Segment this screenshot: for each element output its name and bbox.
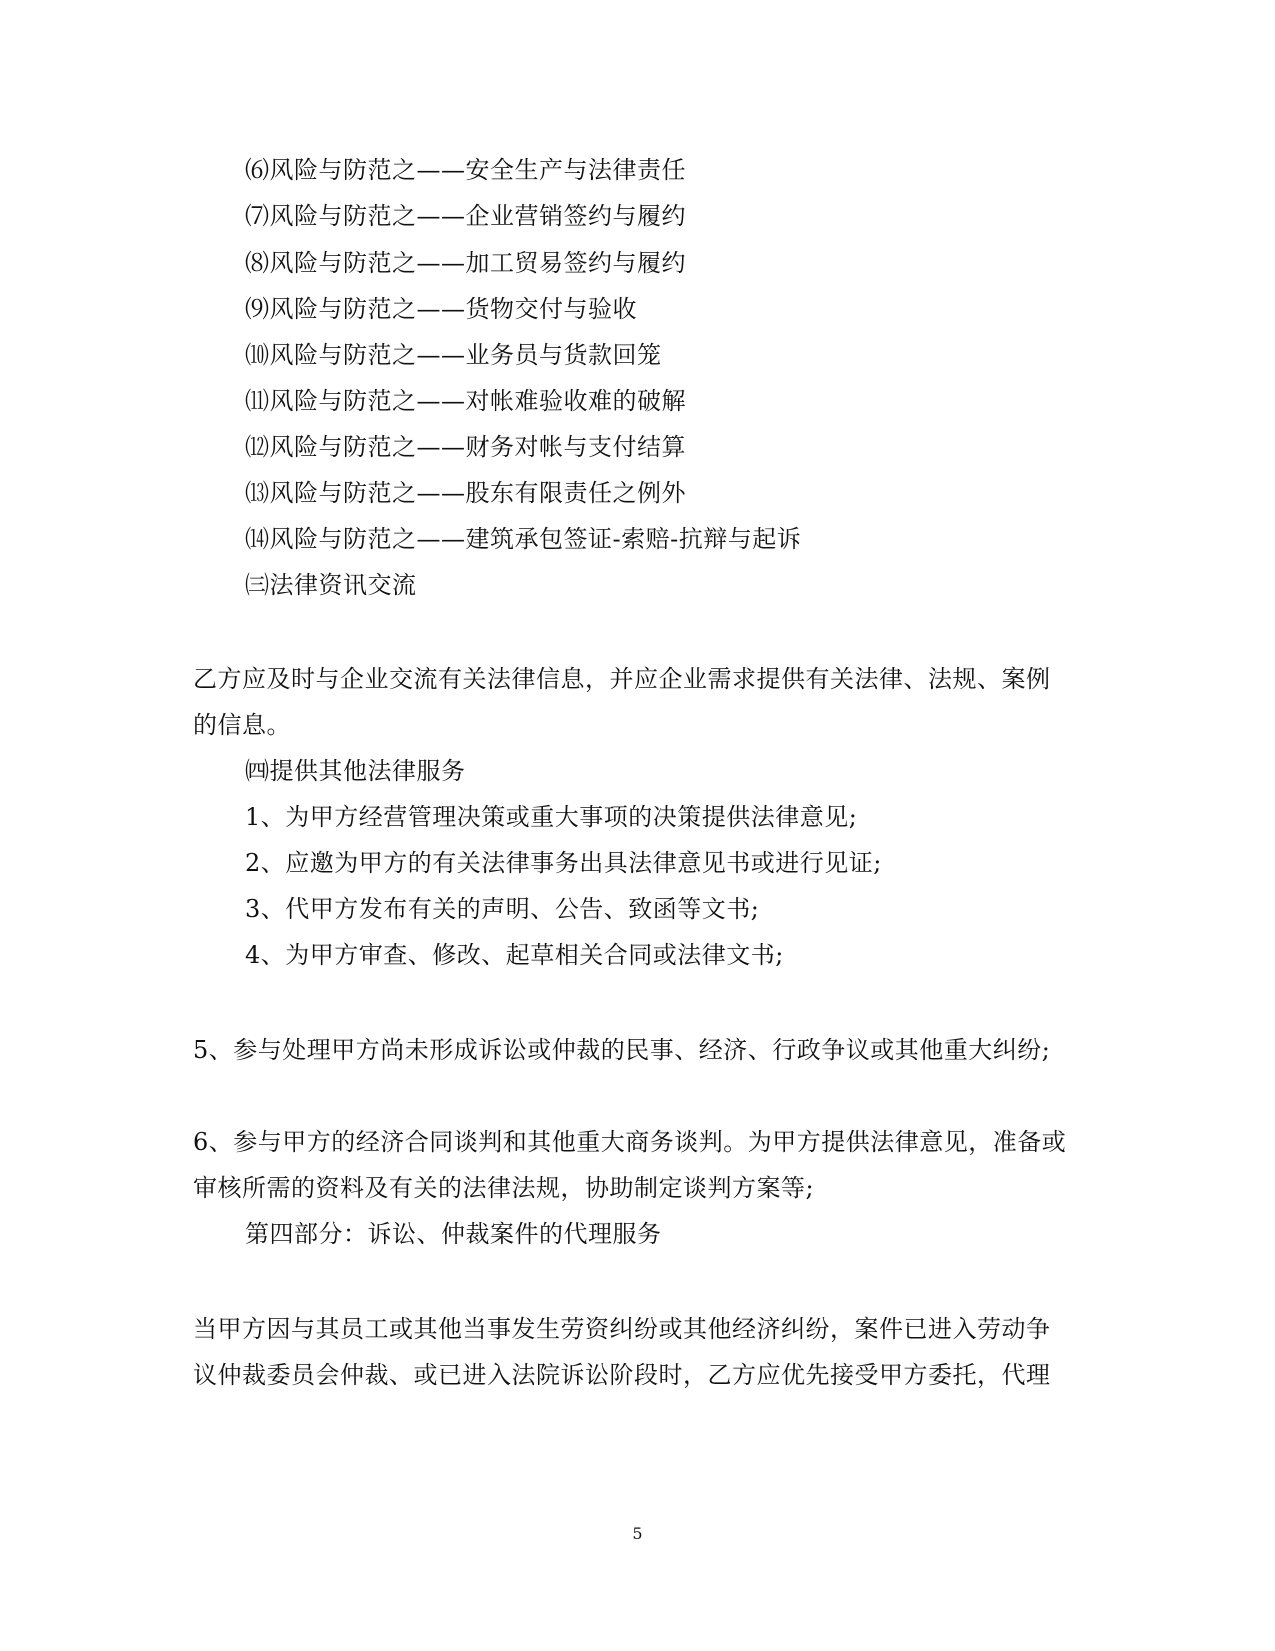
list-item-13: ⒀风险与防范之——股东有限责任之例外 (245, 479, 686, 507)
page-number: 5 (632, 1524, 643, 1543)
list-item-7: ⑺风险与防范之——企业营销签约与履约 (245, 202, 686, 230)
service-item-1: 1、为甲方经营管理决策或重大事项的决策提供法律意见; (245, 803, 858, 831)
service-item-3: 3、代甲方发布有关的声明、公告、致函等文书; (245, 895, 760, 923)
section-heading-three: ㈢法律资讯交流 (245, 571, 417, 599)
paragraph-info-line-2: 的信息。 (193, 711, 291, 739)
list-item-8: ⑻风险与防范之——加工贸易签约与履约 (245, 249, 686, 277)
service-item-4: 4、为甲方审查、修改、起草相关合同或法律文书; (245, 941, 784, 969)
service-item-2: 2、应邀为甲方的有关法律事务出具法律意见书或进行见证; (245, 849, 882, 877)
section-heading-four: ㈣提供其他法律服务 (245, 757, 466, 785)
service-item-5: 5、参与处理甲方尚未形成诉讼或仲裁的民事、经济、行政争议或其他重大纠纷; (193, 1036, 1051, 1064)
part-four-heading: 第四部分：诉讼、仲裁案件的代理服务 (245, 1220, 662, 1248)
service-item-6-line-1: 6、参与甲方的经济合同谈判和其他重大商务谈判。为甲方提供法律意见，准备或 (193, 1128, 1067, 1156)
list-item-11: ⑾风险与防范之——对帐难验收难的破解 (245, 387, 686, 415)
list-item-10: ⑽风险与防范之——业务员与货款回笼 (245, 341, 662, 369)
list-item-9: ⑼风险与防范之——货物交付与验收 (245, 295, 637, 323)
paragraph-info-line-1: 乙方应及时与企业交流有关法律信息，并应企业需求提供有关法律、法规、案例 (193, 665, 1051, 693)
service-item-6-line-2: 审核所需的资料及有关的法律法规，协助制定谈判方案等; (193, 1174, 815, 1202)
list-item-6: ⑹风险与防范之——安全生产与法律责任 (245, 156, 686, 184)
list-item-12: ⑿风险与防范之——财务对帐与支付结算 (245, 433, 686, 461)
list-item-14: ⒁风险与防范之——建筑承包签证-索赔-抗辩与起诉 (245, 525, 802, 553)
final-paragraph-line-2: 议仲裁委员会仲裁、或已进入法院诉讼阶段时，乙方应优先接受甲方委托，代理 (193, 1361, 1051, 1389)
final-paragraph-line-1: 当甲方因与其员工或其他当事发生劳资纠纷或其他经济纠纷，案件已进入劳动争 (193, 1315, 1051, 1343)
